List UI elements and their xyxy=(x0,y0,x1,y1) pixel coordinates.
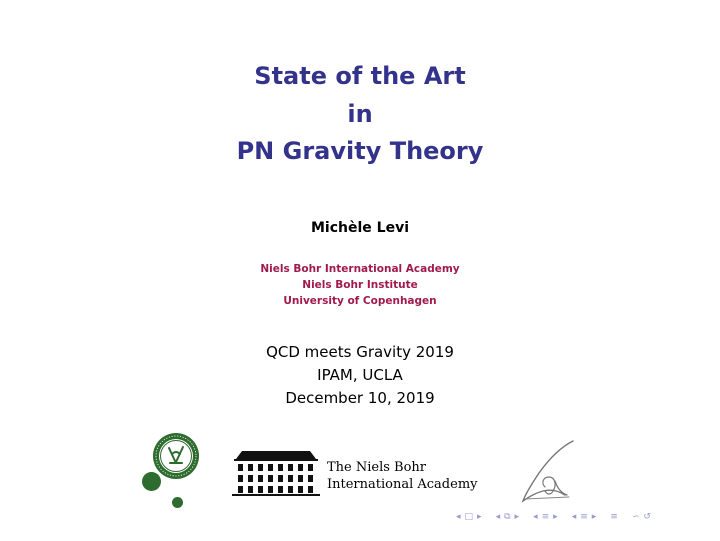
navigation-bar xyxy=(454,510,653,524)
university-seal-icon xyxy=(152,432,200,480)
event-date: December 10, 2019 xyxy=(285,389,435,407)
logo-text-line-2: International Academy xyxy=(327,477,478,492)
logo-text-line-1: The Niels Bohr xyxy=(327,460,427,475)
green-dot-large xyxy=(142,472,161,491)
nav-section-icon[interactable]: ≡ xyxy=(580,512,588,522)
author-name: Michèle Levi xyxy=(311,220,409,236)
nav-next-subsection-icon[interactable]: ▸ xyxy=(553,512,558,522)
nav-search-icon[interactable]: ∽ xyxy=(631,512,640,522)
green-dot-small xyxy=(172,497,183,508)
institution-line-2: Niels Bohr Institute xyxy=(302,279,418,291)
event-venue: IPAM, UCLA xyxy=(317,366,403,384)
event-name: QCD meets Gravity 2019 xyxy=(266,343,454,361)
nav-prev-section-icon[interactable]: ◂ xyxy=(571,512,577,522)
nav-next-slide-icon[interactable]: ▸ xyxy=(477,512,482,522)
slide-title-line-3: PN Gravity Theory xyxy=(236,137,484,165)
nav-prev-slide-icon[interactable]: ◂ xyxy=(456,512,461,522)
building-logo-icon xyxy=(232,447,320,497)
slide-title-line-2: in xyxy=(347,100,373,128)
nav-subsection-icon[interactable]: ≡ xyxy=(541,512,550,522)
nav-frame-icon[interactable]: ⧉ xyxy=(504,512,511,522)
signature-icon xyxy=(515,437,577,505)
nav-back-icon[interactable]: ↺ xyxy=(643,512,651,522)
nav-slide-icon[interactable]: □ xyxy=(464,512,474,522)
nav-prev-frame-icon[interactable]: ◂ xyxy=(495,512,501,522)
institution-line-1: Niels Bohr International Academy xyxy=(260,263,460,275)
slide-title-line-1: State of the Art xyxy=(254,62,466,90)
institution-line-3: University of Copenhagen xyxy=(283,295,437,307)
nav-next-section-icon[interactable]: ▸ xyxy=(591,512,597,522)
nav-prev-subsection-icon[interactable]: ◂ xyxy=(533,512,538,522)
nav-next-frame-icon[interactable]: ▸ xyxy=(514,512,520,522)
nav-document-icon[interactable]: ≡ xyxy=(610,512,618,522)
